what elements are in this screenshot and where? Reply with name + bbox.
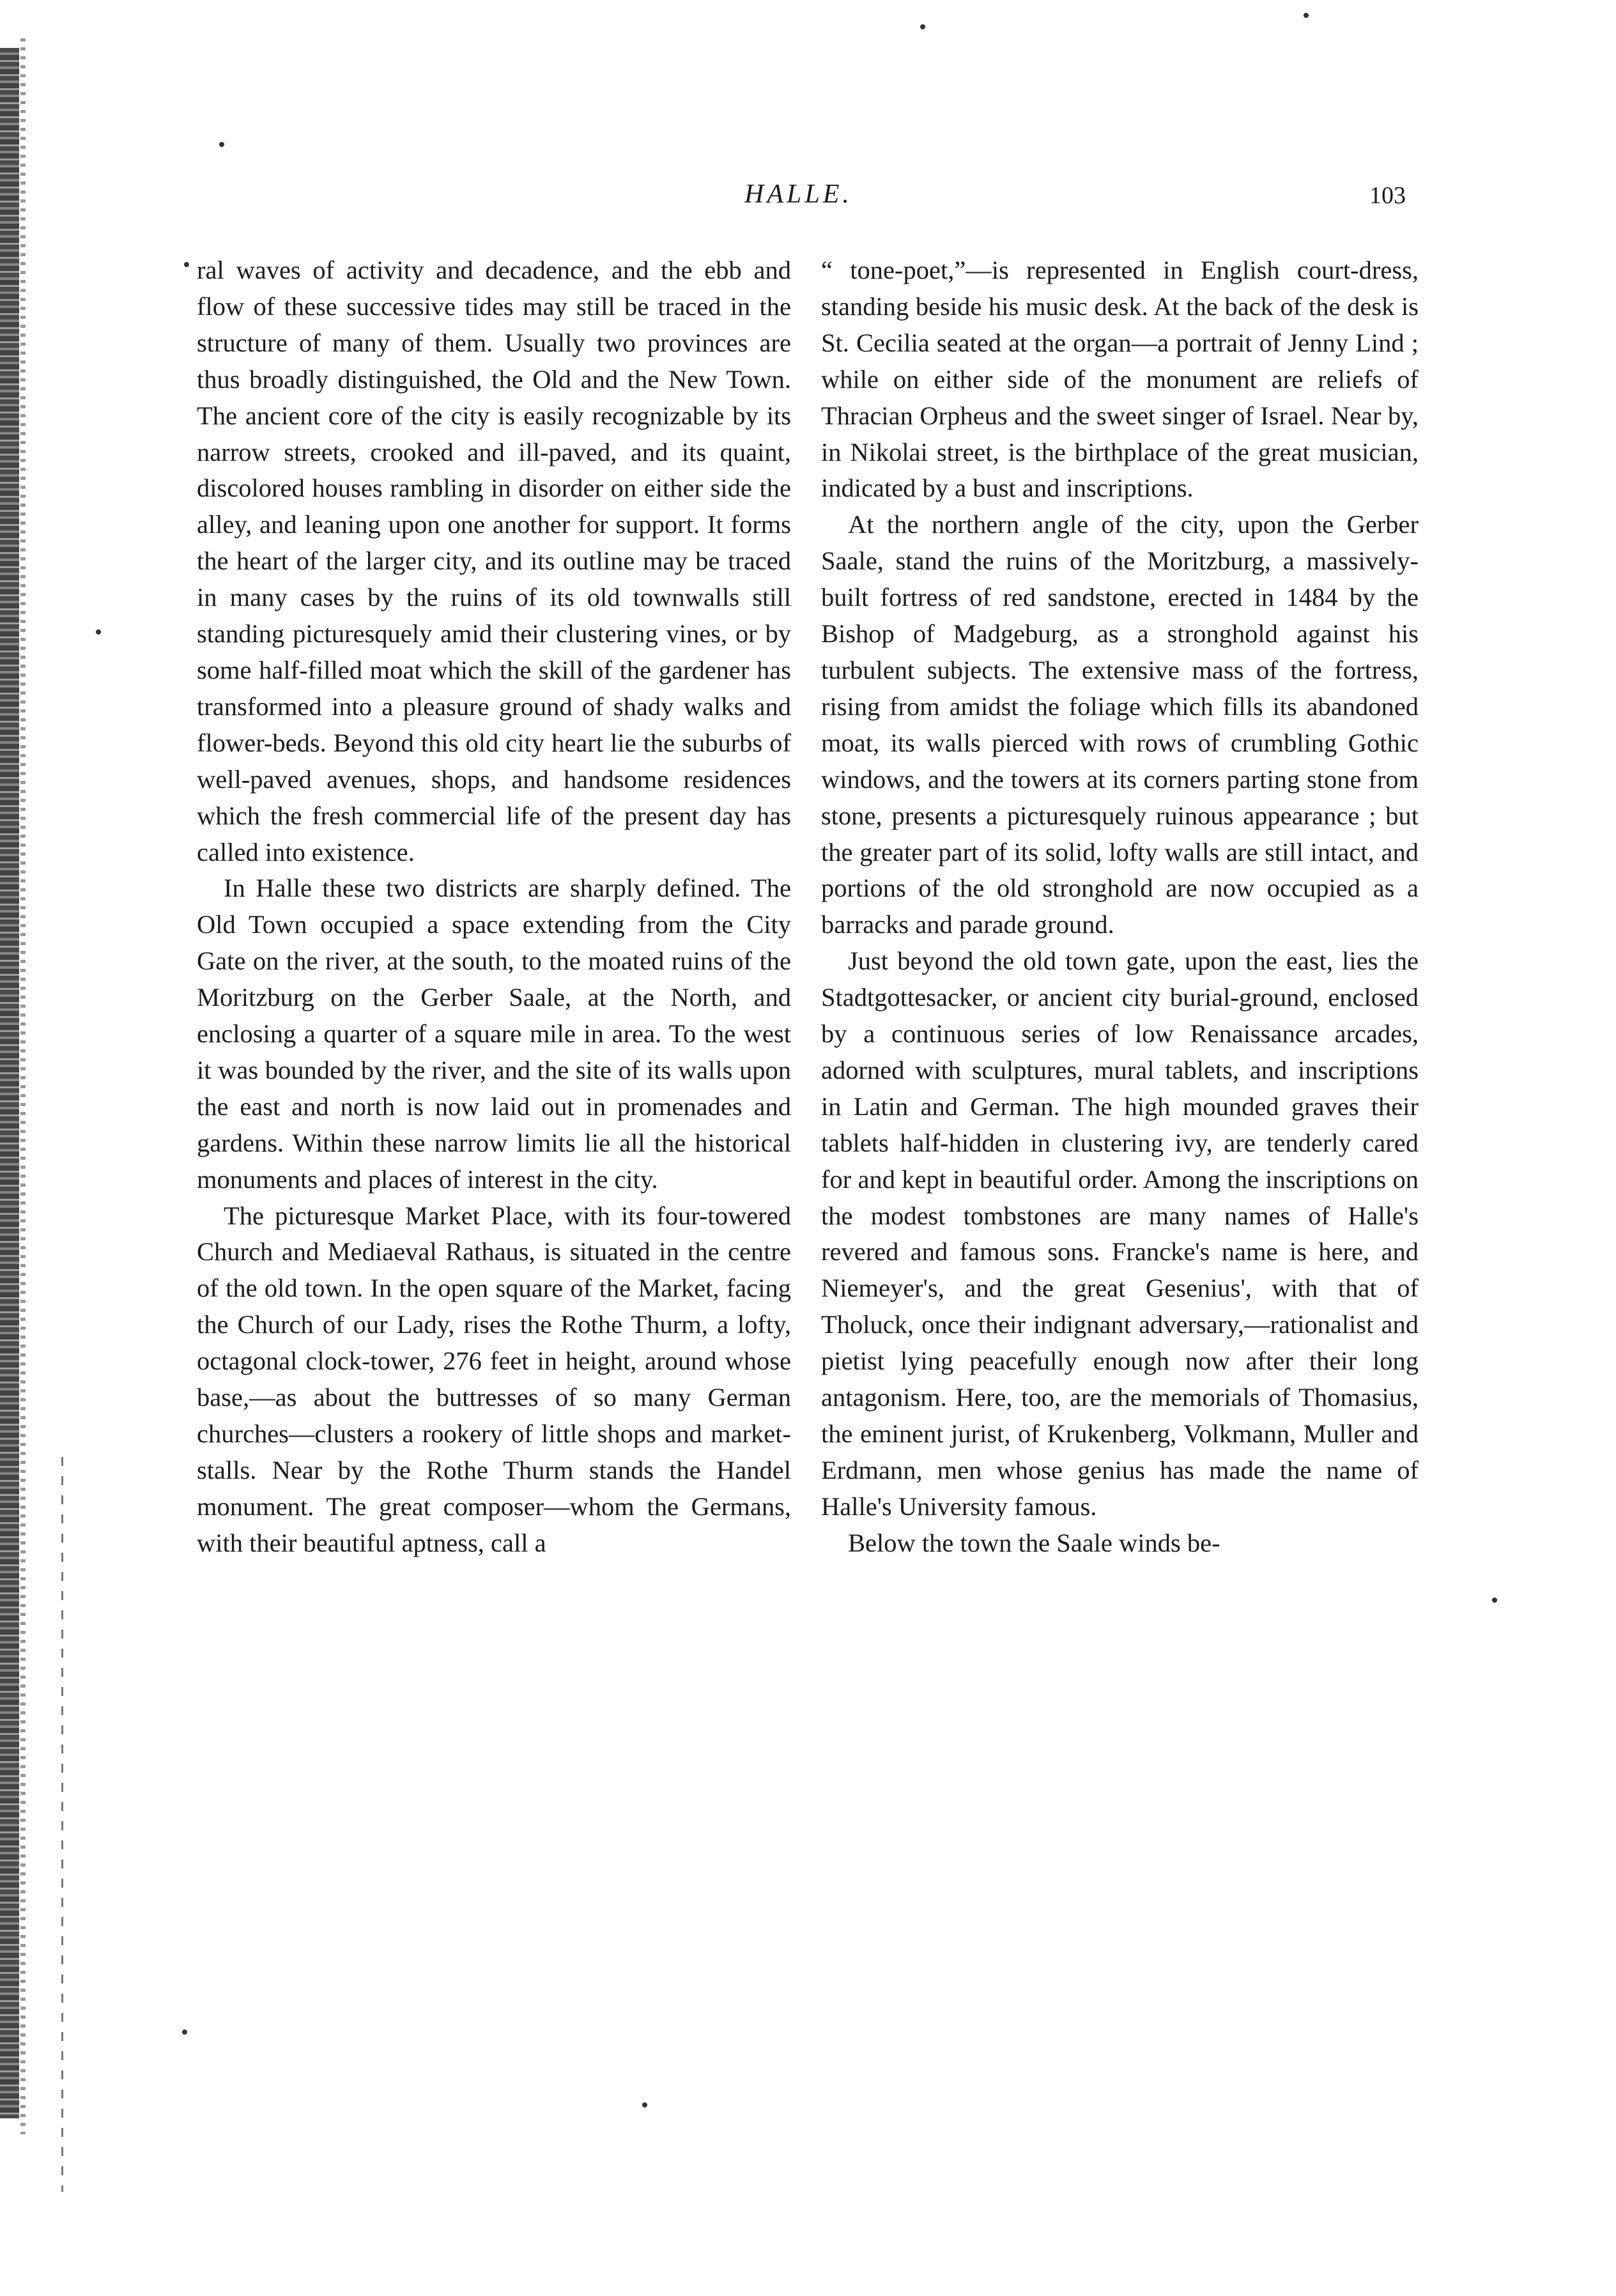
page-header bbox=[192, 173, 1406, 230]
print-speck bbox=[182, 2030, 187, 2035]
scan-binding-shadow bbox=[20, 38, 26, 2134]
print-speck bbox=[1492, 1598, 1497, 1603]
paragraph: At the northern angle of the city, upon the Gerber Saale, stand the ruins of the Moritzburg, a massively-built fortress of red sandstone, erected in 1484 by the Bishop of Madgeburg, as a stronghold against his turbulent subjects. The extensive mass of the fortress, rising from amidst the foliage which fills its abandoned moat, its walls pierced with rows of crumbling Gothic windows, and the towers at its corners parting stone from stone, presents a picturesquely ruinous appearance ; but the greater part of its solid, lofty walls are still intact, and portions of the old stronghold are now occupied as a barracks and parade ground. bbox=[821, 510, 1419, 939]
print-speck bbox=[184, 262, 189, 267]
paragraph: Just beyond the old town gate, upon the east, lies the Stadtgottesacker, or ancient city burial-ground, enclosed by a continuous series of low Renaissance arcades, adorned with sculptures, mural tablets, and inscriptions in Latin and German. The high mounded graves their tablets half-hidden in clustering ivy, are tenderly cared for and kept in beautiful order. Among the inscriptions on the modest tombstones are many names of Halle's revered and famous sons. Francke's name is here, and Niemeyer's, and the great Gesenius', with that of Tholuck, once their indignant adversary,—rationalist and pietist lying peacefully enough now after their long antagonism. Here, too, are the memorials of Thomasius, the eminent jurist, of Krukenberg, Volkmann, Muller and Erdmann, men whose genius has made the name of Halle's University famous. bbox=[821, 946, 1419, 1521]
paragraph: In Halle these two districts are sharply defined. The Old Town occupied a space extending from the City Gate on the river, at the south, to the moated ruins of the Moritzburg on the Gerber Saale, at the North, and enclosing a quarter of a square mile in area. To the west it was bounded by the river, and the site of its walls upon the east and north is now laid out in promenades and gardens. Within these narrow limits lie all the historical monuments and places of interest in the city. bbox=[197, 874, 791, 1194]
page-number: 103 bbox=[1369, 182, 1406, 209]
print-speck bbox=[1304, 13, 1309, 18]
paragraph: The picturesque Market Place, with its four-towered Church and Mediaeval Rathaus, is situated in the centre of the old town. In the open square of the Market, facing the Church of our Lady, rises the Rothe Thurm, a lofty, octagonal clock-tower, 276 feet in height, around whose base,—as about the buttresses of so many German churches—clusters a rookery of little shops and market-stalls. Near by the Rothe Thurm stands the Handel monument. The great composer—whom the Germans, with their beautiful aptness, call a bbox=[197, 1201, 791, 1557]
paragraph: Below the town the Saale winds be- bbox=[848, 1528, 1220, 1557]
right-text-column bbox=[821, 252, 1419, 1562]
left-text-column bbox=[197, 252, 791, 1562]
print-speck bbox=[219, 142, 224, 147]
paragraph: “ tone-poet,”—is represented in English court-dress, standing beside his music desk. At the back of the desk is St. Cecilia seated at the organ—a portrait of Jenny Lind ; while on either side of the monument are reliefs of Thracian Orpheus and the sweet singer of Israel. Near by, in Nikolai street, is the birthplace of the great musician, indicated by a bust and inscriptions. bbox=[821, 256, 1419, 503]
print-speck bbox=[642, 2102, 647, 2107]
running-title: HALLE. bbox=[744, 180, 852, 209]
paragraph: ral waves of activity and decadence, and the ebb and flow of these successive tides may still be traced in the structure of many of them. Usually two provinces are thus broadly distinguished, the Old and the New Town. The ancient core of the city is easily recognizable by its narrow streets, crooked and ill-paved, and its quaint, discolored houses rambling in disorder on either side the alley, and leaning upon one another for support. It forms the heart of the larger city, and its outline may be traced in many cases by the ruins of its old townwalls still standing picturesquely amid their clustering vines, or by some half-filled moat which the skill of the gardener has transformed into a pleasure ground of shady walks and flower-beds. Beyond this old city heart lie the suburbs of well-paved avenues, shops, and handsome residences which the fresh commercial life of the present day has called into existence. bbox=[197, 256, 791, 867]
margin-mark bbox=[61, 1457, 63, 2192]
print-speck bbox=[96, 629, 101, 635]
scan-binding-edge bbox=[0, 48, 19, 2118]
print-speck bbox=[920, 24, 925, 29]
